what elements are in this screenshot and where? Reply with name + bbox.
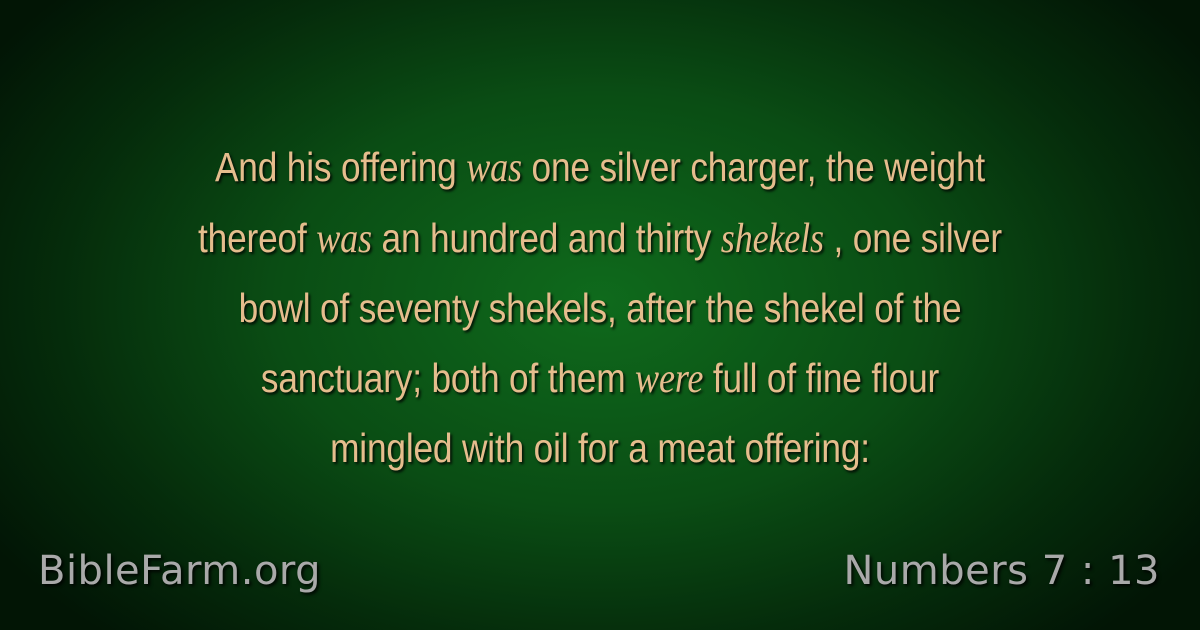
verse-line-2-e: , one silver <box>823 214 1002 261</box>
verse-line-1-italic: was <box>466 145 522 191</box>
site-name: BibleFarm.org <box>38 548 322 594</box>
verse-line-2-c: an hundred and thirty <box>371 214 721 261</box>
verse-line-4-italic: were <box>635 355 704 402</box>
verse-line-4-c: full of fine flour <box>703 354 940 401</box>
verse-line-3: bowl of seventy shekels, after the shekel of the <box>238 285 962 331</box>
verse-line-1 <box>110 133 1090 204</box>
verse-line-2-a: thereof <box>198 214 317 261</box>
verse-line-1-c: one silver charger, the weight <box>521 144 986 190</box>
verse-line-5: mingled with oil for a meat offering: <box>330 425 870 471</box>
verse-line-2-italic-1: was <box>316 215 372 262</box>
verse-line-4 <box>110 344 1090 415</box>
verse-reference: Numbers 7 : 13 <box>843 548 1160 594</box>
verse-line-4-a: sanctuary; both of them <box>260 354 636 401</box>
verse-line-2-italic-2: shekels <box>720 215 824 262</box>
verse-line-1-a: And his offering <box>214 144 467 190</box>
verse-text <box>110 133 1090 484</box>
verse-line-2 <box>110 204 1090 275</box>
